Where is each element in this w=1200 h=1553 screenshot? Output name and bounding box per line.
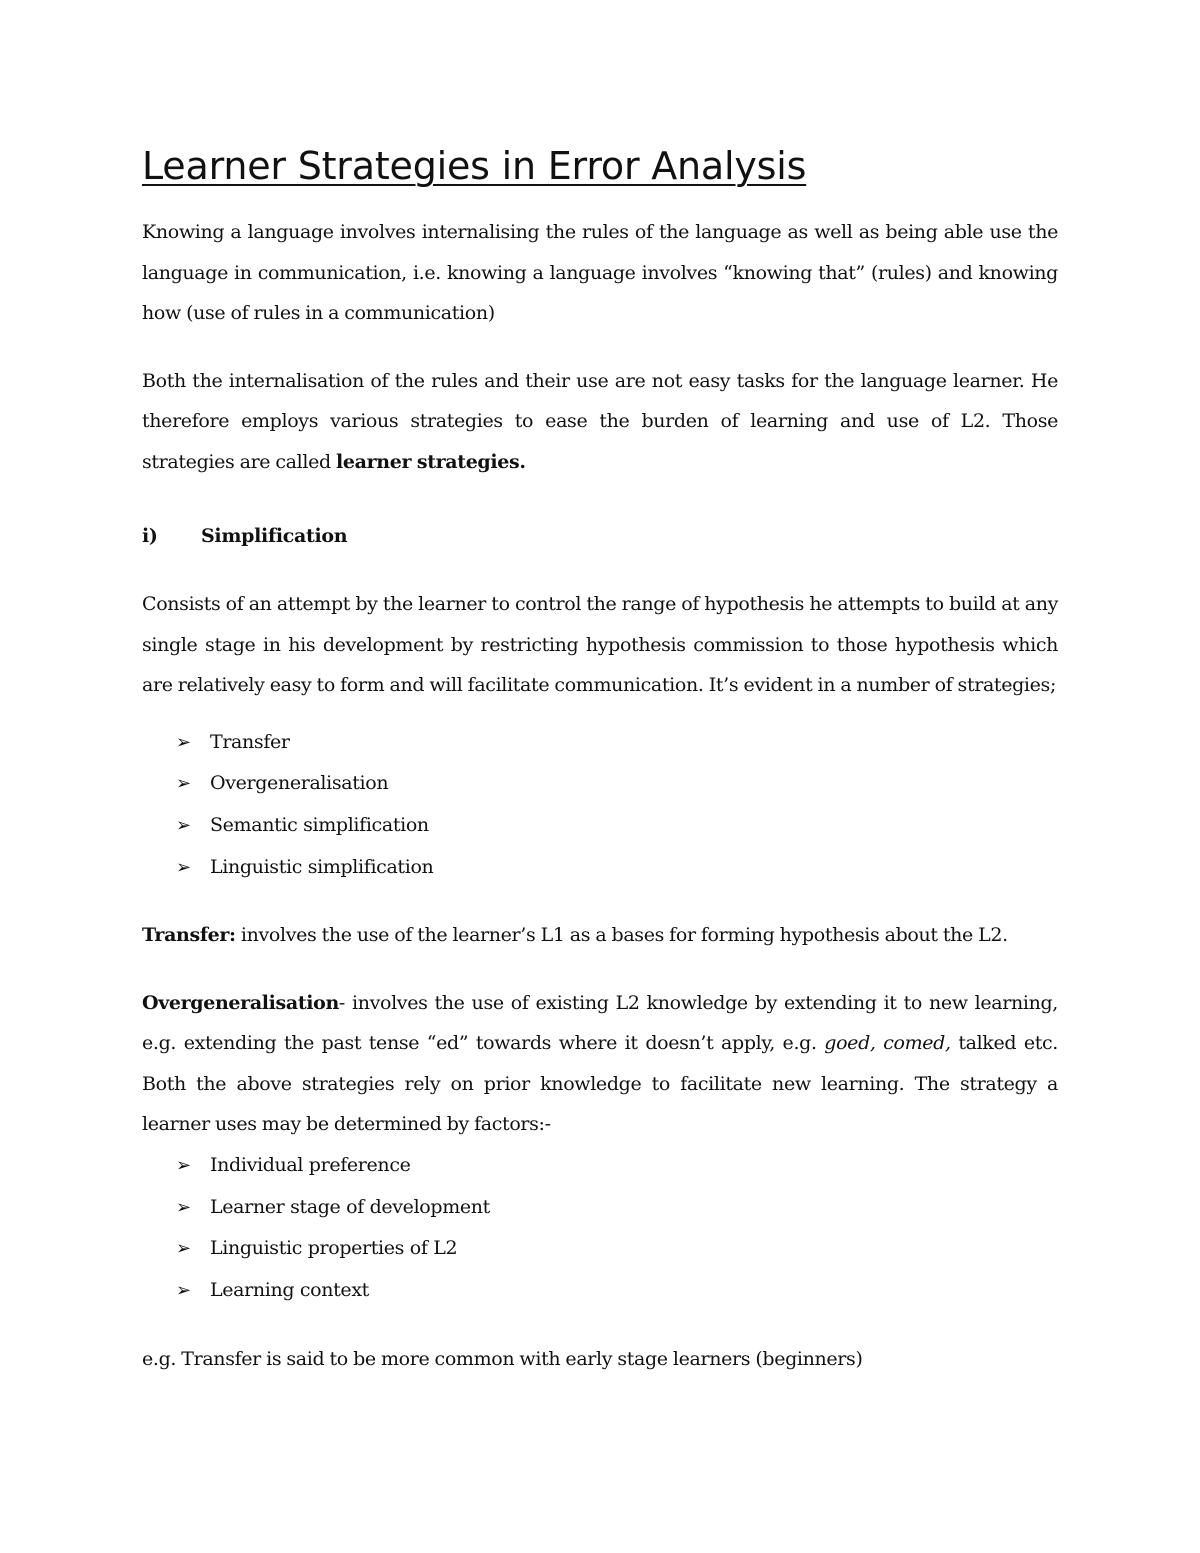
list-item: ➢ Transfer bbox=[176, 722, 1058, 764]
arrow-bullet-icon: ➢ bbox=[176, 731, 191, 753]
strategies-list bbox=[142, 722, 1058, 889]
section-number: i) bbox=[142, 525, 158, 547]
list-item: ➢ Individual preference bbox=[176, 1145, 1058, 1187]
arrow-bullet-icon: ➢ bbox=[176, 856, 191, 878]
arrow-bullet-icon: ➢ bbox=[176, 814, 191, 836]
list-item: ➢ Linguistic simplification bbox=[176, 847, 1058, 889]
list-item: ➢ Learning context bbox=[176, 1270, 1058, 1312]
learner-strategies-term: learner strategies. bbox=[336, 450, 526, 473]
arrow-bullet-icon: ➢ bbox=[176, 1279, 191, 1301]
document-page bbox=[142, 140, 1058, 1379]
list-item: ➢ Linguistic properties of L2 bbox=[176, 1228, 1058, 1270]
arrow-bullet-icon: ➢ bbox=[176, 773, 191, 795]
factors-list bbox=[142, 1145, 1058, 1312]
overgeneralisation-paragraph: Overgeneralisation- involves the use of existing L2 knowledge by extending it to new learning, e.g. extending the past tense “ed” towards where it doesn’t apply, e.g. goed, comed, talked etc. Both the above strategies rely on prior knowledge to facilitate new learning. The strategy a learner uses may be determined by factors:- bbox=[142, 991, 1058, 1136]
document-title: Learner Strategies in Error Analysis bbox=[142, 144, 807, 188]
transfer-paragraph: Transfer: involves the use of the learner’s L1 as a bases for forming hypothesis about the L2. bbox=[142, 924, 1008, 947]
arrow-bullet-icon: ➢ bbox=[176, 1154, 191, 1176]
section-heading-simplification bbox=[142, 516, 1058, 556]
list-item: ➢ Overgeneralisation bbox=[176, 763, 1058, 805]
overgeneralisation-term: Overgeneralisation bbox=[142, 991, 339, 1014]
transfer-term: Transfer: bbox=[142, 924, 236, 947]
closing-paragraph: e.g. Transfer is said to be more common with early stage learners (beginners) bbox=[142, 1347, 863, 1370]
intro-paragraph: Knowing a language involves internalising the rules of the language as well as being able use the language in communication, i.e. knowing a language involves “knowing that” (rules) and knowing how (use of rules in a communication) bbox=[142, 221, 1058, 324]
list-item: ➢ Learner stage of development bbox=[176, 1187, 1058, 1229]
paragraph-text: Both the internalisation of the rules and their use are not easy tasks for the language learner. He therefore employs various strategies to ease the burden of learning and use of L2. Those strategies are called bbox=[142, 369, 1058, 473]
arrow-bullet-icon: ➢ bbox=[176, 1196, 191, 1218]
learner-strategies-paragraph bbox=[142, 361, 1058, 483]
arrow-bullet-icon: ➢ bbox=[176, 1238, 191, 1260]
example-words: goed, comed, bbox=[824, 1032, 951, 1055]
list-item: ➢ Semantic simplification bbox=[176, 805, 1058, 847]
simplification-paragraph: Consists of an attempt by the learner to control the range of hypothesis he attempts to build at any single stage in his development by restricting hypothesis commission to those hypothesis which are relatively easy to form and will facilitate communication. It’s evident in a number of strategies; bbox=[142, 593, 1058, 696]
section-title: Simplification bbox=[201, 525, 348, 547]
